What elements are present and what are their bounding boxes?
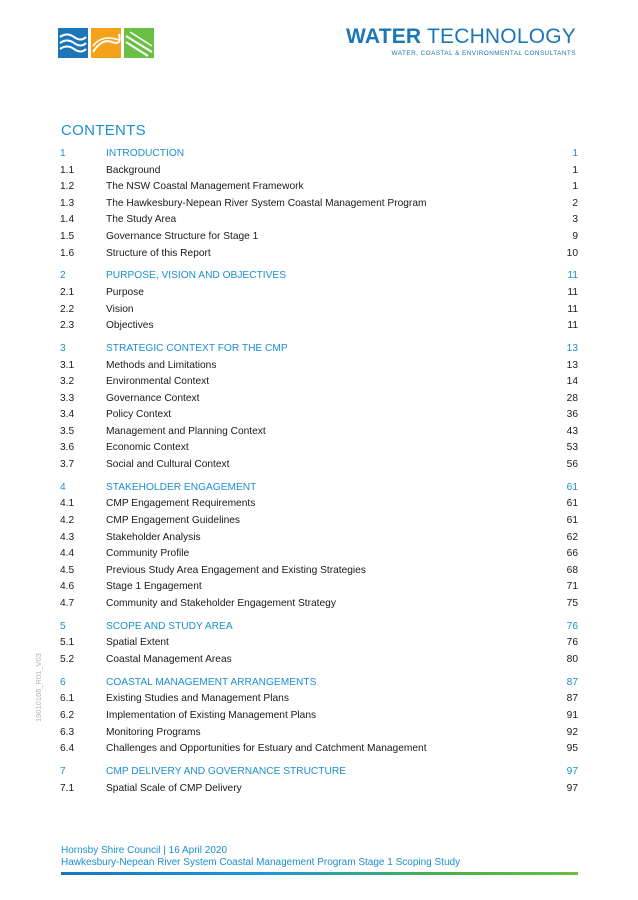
toc-title: Monitoring Programs <box>106 726 201 738</box>
toc-title: CMP DELIVERY AND GOVERNANCE STRUCTURE <box>106 765 347 777</box>
toc-page-number: 13 <box>566 342 578 354</box>
toc-number: 6.3 <box>60 726 75 738</box>
toc-section-row[interactable] <box>60 318 578 335</box>
toc-page-number: 1 <box>572 181 578 193</box>
toc-section-row[interactable] <box>60 596 578 613</box>
toc-title: Governance Context <box>106 392 200 404</box>
toc-title: CMP Engagement Guidelines <box>106 515 241 527</box>
toc-number: 1.1 <box>60 164 75 176</box>
toc-page-number: 97 <box>566 782 578 794</box>
toc-title: Stakeholder Analysis <box>106 531 201 543</box>
toc-section-row[interactable] <box>60 781 578 798</box>
toc-section-row[interactable] <box>60 440 578 457</box>
toc-page-number: 28 <box>566 392 578 404</box>
toc-chapter-row[interactable] <box>60 619 578 636</box>
toc-page-number: 3 <box>572 214 578 226</box>
toc-title: Spatial Extent <box>106 637 169 649</box>
toc-page-number: 62 <box>566 531 578 543</box>
toc-number: 1.3 <box>60 197 75 209</box>
toc-title: Community and Stakeholder Engagement Strategy <box>106 598 336 609</box>
toc-number: 7 <box>60 765 66 777</box>
toc-section-row[interactable] <box>60 579 578 596</box>
toc-title: Methods and Limitations <box>106 359 217 371</box>
toc-title: Purpose <box>106 286 144 298</box>
toc-section-row[interactable] <box>60 741 578 758</box>
toc-number: 4.6 <box>60 581 75 593</box>
toc-title: The Hawkesbury-Nepean River System Coastal Management Program <box>106 197 427 209</box>
toc-title: Governance Structure for Stage 1 <box>106 230 259 242</box>
toc-number: 1 <box>60 148 66 159</box>
brand-title-rest: TECHNOLOGY <box>421 25 576 48</box>
toc-number: 1.4 <box>60 214 75 226</box>
footer-line-1: Hornsby Shire Council | 16 April 2020 <box>61 845 228 856</box>
toc-title: Background <box>106 164 161 176</box>
toc-page-number: 75 <box>566 598 578 609</box>
toc-page-number: 68 <box>566 564 578 576</box>
toc-page-number: 2 <box>572 197 578 209</box>
toc-page-number: 61 <box>566 515 578 527</box>
toc-section-row[interactable] <box>60 196 578 213</box>
brand-title <box>346 26 576 48</box>
brand-title-bold: WATER <box>346 25 422 48</box>
toc-section-row[interactable] <box>60 546 578 563</box>
toc-title: Policy Context <box>106 409 172 421</box>
toc-page-number: 61 <box>566 498 578 510</box>
toc-section-row[interactable] <box>60 246 578 263</box>
toc-section-row[interactable] <box>60 374 578 391</box>
toc-page-number: 11 <box>567 286 578 298</box>
toc-number: 4.5 <box>60 564 75 576</box>
toc-section-row[interactable] <box>60 635 578 652</box>
toc-page-number: 66 <box>566 548 578 560</box>
brand-subtitle: WATER, COASTAL & ENVIRONMENTAL CONSULTANTS <box>391 50 576 57</box>
toc-title: Stage 1 Engagement <box>106 581 202 593</box>
toc-section-row[interactable] <box>60 212 578 229</box>
toc-chapter-row[interactable] <box>60 480 578 497</box>
toc-page-number: 61 <box>566 481 578 493</box>
toc-number: 4 <box>60 481 66 493</box>
toc-title: The Study Area <box>106 214 177 226</box>
toc-title: Economic Context <box>106 442 189 454</box>
toc-title: The NSW Coastal Management Framework <box>106 181 304 193</box>
toc-section-row[interactable] <box>60 457 578 474</box>
toc-number: 2 <box>60 270 66 282</box>
toc-title: Structure of this Report <box>106 247 211 259</box>
toc-section-row[interactable] <box>60 391 578 408</box>
toc-chapter-row[interactable] <box>60 764 578 781</box>
toc-number: 3.3 <box>60 392 75 404</box>
toc-title: Environmental Context <box>106 376 210 388</box>
toc-title: Challenges and Opportunities for Estuary and Catchment Management <box>106 743 427 755</box>
toc-page-number: 87 <box>566 676 578 688</box>
toc-section-row[interactable] <box>60 530 578 547</box>
toc-page-number: 14 <box>566 376 578 388</box>
toc-number: 6.1 <box>60 693 75 705</box>
toc-section-row[interactable] <box>60 496 578 513</box>
toc-number: 3.1 <box>60 359 75 371</box>
toc-number: 3.5 <box>60 425 75 437</box>
toc-title: Community Profile <box>106 548 190 560</box>
toc-number: 3.4 <box>60 409 75 421</box>
toc-section-row[interactable] <box>60 229 578 246</box>
toc-section-row[interactable] <box>60 285 578 302</box>
toc-number: 3.7 <box>60 459 75 471</box>
toc-number: 5 <box>60 620 66 632</box>
toc-title: COASTAL MANAGEMENT ARRANGEMENTS <box>106 676 317 688</box>
toc-title: INTRODUCTION <box>106 148 185 159</box>
toc-page-number: 9 <box>572 230 578 242</box>
toc-title: Coastal Management Areas <box>106 653 232 665</box>
toc-page-number: 11 <box>567 320 578 332</box>
toc-section-row[interactable] <box>60 358 578 375</box>
toc-title: Implementation of Existing Management Plans <box>106 709 317 721</box>
toc-number: 4.3 <box>60 531 75 543</box>
toc-number: 5.1 <box>60 637 75 649</box>
toc-page-number: 76 <box>566 620 578 632</box>
toc-number: 6.4 <box>60 743 75 755</box>
toc-number: 1.2 <box>60 181 75 193</box>
toc-number: 2.2 <box>60 303 75 315</box>
toc-number: 5.2 <box>60 653 75 665</box>
toc-page-number: 53 <box>566 442 578 454</box>
toc-page-number: 1 <box>572 164 578 176</box>
toc-title: Spatial Scale of CMP Delivery <box>106 782 242 794</box>
toc-section-row[interactable] <box>60 179 578 196</box>
toc-number: 6.2 <box>60 709 75 721</box>
toc-number: 3 <box>60 342 66 354</box>
toc-page-number: 11 <box>567 270 578 282</box>
toc-title: Previous Study Area Engagement and Existing Strategies <box>106 564 366 576</box>
toc-page-number: 36 <box>566 409 578 421</box>
toc-page-number: 71 <box>566 581 578 593</box>
company-logo-icon <box>58 28 154 58</box>
toc-number: 4.2 <box>60 515 75 527</box>
toc-page-number: 76 <box>566 637 578 649</box>
footer-line-2: Hawkesbury-Nepean River System Coastal Management Program Stage 1 Scoping Study <box>61 857 461 868</box>
document-code: 19010166_R01_V03 <box>34 653 43 722</box>
toc-title: Social and Cultural Context <box>106 459 230 471</box>
toc-section-row[interactable] <box>60 691 578 708</box>
toc-section-row[interactable] <box>60 563 578 580</box>
toc-page-number: 1 <box>572 148 578 159</box>
toc-page-number: 87 <box>566 693 578 705</box>
toc-chapter-row[interactable] <box>60 268 578 285</box>
toc-page-number: 43 <box>566 425 578 437</box>
toc-title: CMP Engagement Requirements <box>106 498 256 510</box>
toc-chapter-row[interactable] <box>60 341 578 358</box>
page-title: CONTENTS <box>61 122 146 139</box>
toc-number: 4.1 <box>60 498 75 510</box>
toc-title: Management and Planning Context <box>106 425 266 437</box>
toc-number: 1.6 <box>60 247 75 259</box>
toc-section-row[interactable] <box>60 407 578 424</box>
toc-title: PURPOSE, VISION AND OBJECTIVES <box>106 270 287 282</box>
footer-divider <box>61 872 578 875</box>
toc-page-number: 92 <box>566 726 578 738</box>
toc-title: SCOPE AND STUDY AREA <box>106 620 233 632</box>
toc-number: 3.2 <box>60 376 75 388</box>
toc-section-row[interactable] <box>60 652 578 669</box>
toc-page-number: 97 <box>566 765 578 777</box>
toc-section-row[interactable] <box>60 302 578 319</box>
toc-number: 4.4 <box>60 548 75 560</box>
table-of-contents <box>60 146 578 797</box>
toc-page-number: 56 <box>566 459 578 471</box>
toc-section-row[interactable] <box>60 513 578 530</box>
toc-page-number: 13 <box>566 359 578 371</box>
toc-section-row[interactable] <box>60 424 578 441</box>
toc-number: 2.1 <box>60 286 75 298</box>
toc-page-number: 80 <box>566 653 578 665</box>
toc-title: STAKEHOLDER ENGAGEMENT <box>106 481 257 493</box>
toc-number: 1.5 <box>60 230 75 242</box>
toc-number: 6 <box>60 676 66 688</box>
toc-title: Existing Studies and Management Plans <box>106 693 289 705</box>
toc-section-row[interactable] <box>60 163 578 180</box>
toc-title: STRATEGIC CONTEXT FOR THE CMP <box>106 342 288 354</box>
toc-title: Vision <box>106 303 134 315</box>
toc-chapter-row[interactable] <box>60 675 578 692</box>
toc-page-number: 95 <box>566 743 578 755</box>
toc-chapter-row[interactable] <box>60 146 578 163</box>
brand-block <box>346 26 576 57</box>
toc-number: 4.7 <box>60 598 75 609</box>
toc-number: 2.3 <box>60 320 75 332</box>
toc-section-row[interactable] <box>60 725 578 742</box>
toc-page-number: 91 <box>566 709 578 721</box>
toc-number: 7.1 <box>60 782 75 794</box>
toc-page-number: 11 <box>567 303 578 315</box>
footer <box>61 845 460 869</box>
toc-page-number: 10 <box>566 247 578 259</box>
toc-section-row[interactable] <box>60 708 578 725</box>
toc-title: Objectives <box>106 320 154 332</box>
toc-number: 3.6 <box>60 442 75 454</box>
